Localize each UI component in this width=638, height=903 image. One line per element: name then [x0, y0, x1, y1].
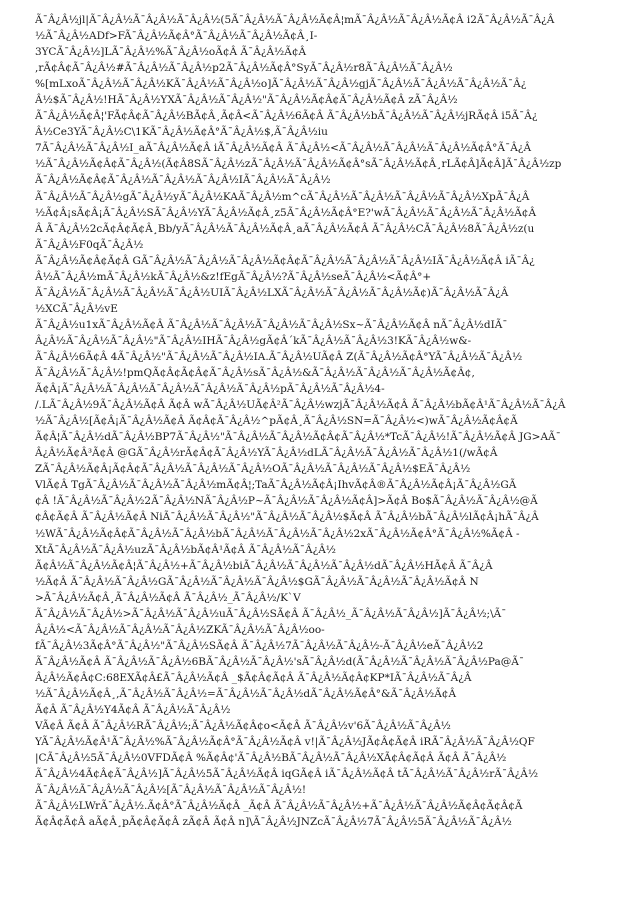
text-line: Â½Ce3YÃ¯Â¿Â½C\1KÃ¯Â¿Â½Ã¢Â°Ã¯Â¿Â½$,Ã¯Â¿Â½iu — [35, 126, 328, 139]
text-line: ¢Â¢Ã¢Â Ã¯Â¿Â½Ã¢Â NiÃ¯Â¿Â½Ã¯Â¿Â½"Ã¯Â¿Â½Ã¯Â¿Â½$Ã¢Â Ã¯Â¿Â½bÃ¯Â¿Â½lÃ¢Â¡hÃ¯Â¿Â — [35, 511, 539, 524]
text-line: Ã¯Â¿Â½Ã¯Â¿Â½>Ã¯Â¿Â½Ã¯Â¿Â½uÃ¯Â¿Â½SÃ¢Â Ã¯Â¿Â½_Ã¯Â¿Â½Ã¯Â¿Â½]Ã¯Â¿Â½;\Ã¯ — [35, 607, 507, 620]
text-line: Â Ã¯Â¿Â½2cÃ¢Â¢Ã¢Â¸Bb/yÃ¯Â¿Â½Ã¯Â¿Â½Ã¢Â¸aÃ¯Â¿Â½Ã¢Â Ã¯Â¿Â½CÃ¯Â¿Â½8Ã¯Â¿Â½z(u — [35, 222, 535, 235]
text-line: XtÃ¯Â¿Â½Ã¯Â¿Â½uzÃ¯Â¿Â½bÃ¢Â¹Ã¢Â Ã¯Â¿Â½Ã¯Â¿Â½ — [35, 543, 336, 556]
text-line: ½Ã¢Â Ã¯Â¿Â½Ã¯Â¿Â½GÃ¯Â¿Â½Ã¯Â¿Â½Ã¯Â¿Â½$GÃ¯Â¿Â½Ã¯Â¿Â½Ã¯Â¿Â½Ã¢Â N — [35, 575, 479, 588]
text-line: ,rÃ¢Â¢Ã¯Â¿Â½#Ã¯Â¿Â½Ã¯Â¿Â½p2Ã¯Â¿Â½Ã¢Â°SyÃ¯Â¿Â½r8Ã¯Â¿Â½Ã¯Â¿Â½ — [35, 62, 453, 75]
text-line: fÃ¯Â¿Â½3Ã¢Â°Ã¯Â¿Â½"Ã¯Â¿Â½SÃ¢Â Ã¯Â¿Â½7Ã¯Â¿Â½Ã¯Â¿Â½-Ã¯Â¿Â½eÃ¯Â¿Â½2 — [35, 639, 484, 652]
text-line: Ã¯Â¿Â½6Ã¢Â 4Ã¯Â¿Â½"Ã¯Â¿Â½Ã¯Â¿Â½IA.Ã¯Â¿Â½UÃ¢Â Z(Ã¯Â¿Â½Ã¢Â°YÃ¯Â¿Â½Ã¯Â¿Â½ — [35, 350, 523, 363]
text-line: Â¿Â½Ã¯Â¿Â½Ã¯Â¿Â½"Ã¯Â¿Â½IHÃ¯Â¿Â½gÃ¢Â´kÃ¯Â¿Â½Ã¯Â¿Â½3!KÃ¯Â¿Â½w&- — [35, 334, 472, 347]
text-line: Ã¯Â¿Â½LWrÃ¯Â¿Â½.Ã¢Â°Ã¯Â¿Â½Ã¢Â _Ã¢Â Ã¯Â¿Â½Ã¯Â¿Â½+Ã¯Â¿Â½Ã¯Â¿Â½Ã¢Â¢Ã¢Â¢Ã — [35, 800, 523, 813]
text-line: Ã¢Â¦Ã¯Â¿Â½dÃ¯Â¿Â½BP7Ã¯Â¿Â½"Ã¯Â¿Â½Ã¯Â¿Â½Ã¢Â¢Ã¯Â¿Â½*TcÃ¯Â¿Â½!Ã¯Â¿Â½Ã¢Â JG>AÃ¯ — [35, 431, 561, 444]
text-line: |CÃ¯Â¿Â½5Ã¯Â¿Â½0VFDÃ¢Â %Ã¢Â¢'Ã¯Â¿Â½BÃ¯Â¿Â½Ã¯Â¿Â½XÃ¢Â¢Ã¢Â Ã¢Â Ã¯Â¿Â½ — [35, 752, 507, 765]
text-line: /.LÃ¯Â¿Â½9Ã¯Â¿Â½Ã¢Â Ã¢Â wÃ¯Â¿Â½UÃ¢Â²Ã¯Â¿Â½wzjÃ¯Â¿Â½Ã¢Â Ã¯Â¿Â½bÃ¢Â¹Ã¯Â¿Â½Ã¯Â¿Â — [35, 399, 566, 412]
text-line: Ã¯Â¿Â½F0qÃ¯Â¿Â½ — [35, 238, 144, 251]
text-line: Ã¯Â¿Â½4Ã¢Â¢Ã¯Â¿Â½]Ã¯Â¿Â½5Ã¯Â¿Â½Ã¢Â iqGÃ¢Â iÃ¯Â¿Â½Ã¢Â tÃ¯Â¿Â½Ã¯Â¿Â½rÃ¯Â¿Â½ — [35, 768, 539, 781]
text-line: VÃ¢Â Ã¢Â Ã¯Â¿Â½RÃ¯Â¿Â½;Ã¯Â¿Â½Ã¢Â¢o<Ã¢Â Ã¯Â¿Â½v'6Ã¯Â¿Â½Ã¯Â¿Â½ — [35, 720, 451, 733]
text-line: Ã¯Â¿Â½jl|Ã¯Â¿Â½Ã¯Â¿Â½Ã¯Â¿Â½(5Ã¯Â¿Â½Ã¯Â¿Â½Ã¢Â¦mÃ¯Â¿Â½Ã¯Â¿Â½Ã¢Â i2Ã¯Â¿Â½Ã¯Â¿Â — [35, 14, 555, 26]
text-line: ½Ã¯Â¿Â½[Ã¢Â¡Ã¯Â¿Â½Ã¢Â Ã¢Â¢Ã¯Â¿Â½^pÃ¢Â¸Ã¯Â¿Â½SN=Ã¯Â¿Â½<)wÃ¯Â¿Â½Ã¢Â¢Ã — [35, 415, 518, 428]
text-line: Â¿Â½<Ã¯Â¿Â½Ã¯Â¿Â½Ã¯Â¿Â½ZKÃ¯Â¿Â½Ã¯Â¿Â½oo- — [35, 623, 325, 636]
text-line: Ã¢Â Ã¯Â¿Â½Y4Ã¢Â Ã¯Â¿Â½Ã¯Â¿Â½ — [35, 704, 231, 717]
text-line: ½Ã¯Â¿Â½Ã¢Â¸,Ã¯Â¿Â½Ã¯Â¿Â½=Ã¯Â¿Â½Ã¯Â¿Â½dÃ¯Â¿Â½Ã¢Â°&Ã¯Â¿Â½Ã¢Â — [35, 687, 457, 700]
text-line: ½Ã¯Â¿Â½ADf>FÃ¯Â¿Â½Ã¢Â°Ã¯Â¿Â½Ã¯Â¿Â½Ã¢Â¸I- — [35, 30, 318, 43]
text-line: Ã¯Â¿Â½Ã¯Â¿Â½!pmQÃ¢Â¢Ã¢Â¢Ã¯Â¿Â½sÃ¯Â¿Â½&Ã¯Â¿Â½Ã¯Â¿Â½Ã¯Â¿Â½Ã¢Â¢, — [35, 367, 475, 380]
text-line: ¢Â !Ã¯Â¿Â½Ã¯Â¿Â½2Ã¯Â¿Â½NÃ¯Â¿Â½P~Ã¯Â¿Â½Ã¯Â¿Â½Ã¢Â]>Ã¢Â Bo$Ã¯Â¿Â½Ã¯Â¿Â½@Ã — [35, 495, 538, 508]
text-line: Â½$Ã¯Â¿Â½!HÃ¯Â¿Â½YXÃ¯Â¿Â½Ã¯Â¿Â½"Ã¯Â¿Â½Ã¢Â¢Ã¯Â¿Â½Ã¢Â zÃ¯Â¿Â½ — [35, 94, 458, 107]
text-line: Â½Ã¯Â¿Â½mÃ¯Â¿Â½kÃ¯Â¿Â½&z!fEgÃ¯Â¿Â½?Ã¯Â¿Â½seÃ¯Â¿Â½<Ã¢Â°+ — [35, 270, 432, 283]
text-line: >Ã¯Â¿Â½Ã¢Â¸Ã¯Â¿Â½Ã¢Â Ã¯Â¿Â½_Ã¯Â¿Â½/K`V — [35, 591, 301, 604]
text-line: VlÃ¢Â TgÃ¯Â¿Â½Ã¯Â¿Â½Ã¯Â¿Â½mÃ¢Â¦;TaÃ¯Â¿Â½Ã¢Â¡IhvÃ¢Â®Ã¯Â¿Â½Ã¢Â¡Ã¯Â¿Â½GÃ — [35, 479, 517, 492]
text-line: ZÃ¯Â¿Â½Ã¢Â¡Ã¢Â¢Ã¯Â¿Â½Ã¯Â¿Â½Ã¯Â¿Â½OÃ¯Â¿Â½Ã¯Â¿Â½Ã¯Â¿Â½$EÃ¯Â¿Â½ — [35, 463, 471, 476]
text-line: Â¿Â½Ã¢Â³Ã¢Â @GÃ¯Â¿Â½rÃ¢Â¢Ã¯Â¿Â½YÃ¯Â¿Â½dLÃ¯Â¿Â½Ã¯Â¿Â½Ã¯Â¿Â½1(/wÃ¢Â — [35, 447, 498, 460]
text-line: Â¿Â½Ã¢Â¢C:68EXÃ¢Â£Ã¯Â¿Â½Ã¢Â _$Ã¢Â¢Ã¢Â Ã¯Â¿Â½Ã¢Â¢KP*IÃ¯Â¿Â½Ã¯Â¿Â — [35, 671, 472, 684]
text-line: Ã¢Â¢Ã¢Â aÃ¢Â¸pÃ¢Â¢Ã¢Â zÃ¢Â Ã¢Â n]\Ã¯Â¿Â½JNZcÃ¯Â¿Â½7Ã¯Â¿Â½5Ã¯Â¿Â½Ã¯Â¿Â½ — [35, 816, 512, 829]
text-line: YÃ¯Â¿Â½Ã¢Â¹Ã¯Â¿Â½%Ã¯Â¿Â½Ã¢Â°Ã¯Â¿Â½Ã¢Â v!|Ã¯Â¿Â½JÃ¢Â¢Ã¢Â iRÃ¯Â¿Â½Ã¯Â¿Â½QF — [35, 736, 535, 749]
text-line: %[mLxoÃ¯Â¿Â½Ã¯Â¿Â½KÃ¯Â¿Â½Ã¯Â¿Â½o]Ã¯Â¿Â½Ã¯Â¿Â½gjÃ¯Â¿Â½Ã¯Â¿Â½Ã¯Â¿Â½Ã¯Â¿ — [35, 78, 527, 91]
text-line: Ã¯Â¿Â½Ã¢Â Ã¯Â¿Â½Ã¯Â¿Â½6BÃ¯Â¿Â½Ã¯Â¿Â½'sÃ¯Â¿Â½d(Ã¯Â¿Â½Ã¯Â¿Â½Ã¯Â¿Â½Pa@Ã¯ — [35, 655, 525, 668]
text-line: ½XCÃ¯Â¿Â½vE — [35, 302, 118, 315]
text-line: Ã¯Â¿Â½Ã¯Â¿Â½Ã¯Â¿Â½[Ã¯Â¿Â½Ã¯Â¿Â½Ã¯Â¿Â½! — [35, 784, 307, 797]
text-line: Ã¯Â¿Â½u1xÃ¯Â¿Â½Ã¢Â Ã¯Â¿Â½Ã¯Â¿Â½Ã¯Â¿Â½Ã¯Â¿Â½Sx~Ã¯Â¿Â½Ã¢Â nÃ¯Â¿Â½dIÃ¯ — [35, 318, 508, 331]
text-line: Ã¢Â½Ã¯Â¿Â½Ã¢Â¦Ã¯Â¿Â½+Ã¯Â¿Â½biÃ¯Â¿Â½Ã¯Â¿Â½Ã¯Â¿Â½dÃ¯Â¿Â½HÃ¢Â Ã¯Â¿Â — [35, 559, 493, 572]
text-line: ½WÃ¯Â¿Â½Ã¢Â¢Ã¯Â¿Â½Ã¯Â¿Â½bÃ¯Â¿Â½Ã¯Â¿Â½Ã¯Â¿Â½2xÃ¯Â¿Â½Ã¢Â°Ã¯Â¿Â½%Ã¢Â - — [35, 527, 520, 540]
text-line: 7Ã¯Â¿Â½Ã¯Â¿Â½I_aÃ¯Â¿Â½Ã¢Â iÃ¯Â¿Â½Ã¢Â Ã¯Â¿Â½<Ã¯Â¿Â½Ã¯Â¿Â½Ã¯Â¿Â½Ã¢Â°Ã¯Â¿Â — [35, 142, 532, 155]
text-line: Ã¢Â¡Ã¯Â¿Â½Ã¯Â¿Â½Ã¯Â¿Â½Ã¯Â¿Â½Ã¯Â¿Â½pÃ¯Â¿Â½Ã¯Â¿Â½4- — [35, 383, 385, 396]
text-line: Ã¯Â¿Â½Ã¢Â¢Ã¢Â GÃ¯Â¿Â½Ã¯Â¿Â½Ã¯Â¿Â½Ã¢Â¢Ã¯Â¿Â½Ã¯Â¿Â½Ã¯Â¿Â½IÃ¯Â¿Â½Ã¢Â iÃ¯Â¿ — [35, 254, 535, 267]
text-line: 3YCÃ¯Â¿Â½]LÃ¯Â¿Â½%Ã¯Â¿Â½oÃ¢Â Ã¯Â¿Â½Ã¢Â — [35, 46, 307, 59]
text-line: Ã¯Â¿Â½Ã¯Â¿Â½Ã¯Â¿Â½Ã¯Â¿Â½UIÃ¯Â¿Â½LXÃ¯Â¿Â½Ã¯Â¿Â½Ã¯Â¿Â½Ã¢)Ã¯Â¿Â½Ã¯Â¿Â — [35, 286, 509, 299]
text-line: Ã¯Â¿Â½Ã¯Â¿Â½gÃ¯Â¿Â½yÃ¯Â¿Â½KAÃ¯Â¿Â½m^cÃ¯Â¿Â½Ã¯Â¿Â½Ã¯Â¿Â½Ã¯Â¿Â½XpÃ¯Â¿Â — [35, 190, 530, 203]
text-line: ½Ã¢Â¡sÃ¢Â¡Ã¯Â¿Â½SÃ¯Â¿Â½YÃ¯Â¿Â½Ã¢Â¸z5Ã¯Â¿Â½Ã¢Â°E?'wÃ¯Â¿Â½Ã¯Â¿Â½Ã¯Â¿Â½Ã¢Â — [35, 206, 537, 219]
text-line: Ã¯Â¿Â½Ã¢Â¦'FÃ¢Â¢Ã¯Â¿Â½BÃ¢Â¸Ã¢Â<Ã¯Â¿Â½6Ã¢Â Ã¯Â¿Â½bÃ¯Â¿Â½Ã¯Â¿Â½jRÃ¢Â i5Ã¯Â¿ — [35, 110, 538, 123]
text-line: ½Ã¯Â¿Â½Ã¢Â¢Ã¯Â¿Â½(Ã¢Â8SÃ¯Â¿Â½zÃ¯Â¿Â½Ã¯Â¿Â½Ã¢Â°sÃ¯Â¿Â½Ã¢Â¸rLÃ¢Â]Ã¢Â]Ã¯Â¿Â½zp — [35, 158, 562, 171]
text-line: Ã¯Â¿Â½Ã¢Â¢Ã¯Â¿Â½Ã¯Â¿Â½Ã¯Â¿Â½IÃ¯Â¿Â½Ã¯Â¿Â½ — [35, 174, 331, 187]
